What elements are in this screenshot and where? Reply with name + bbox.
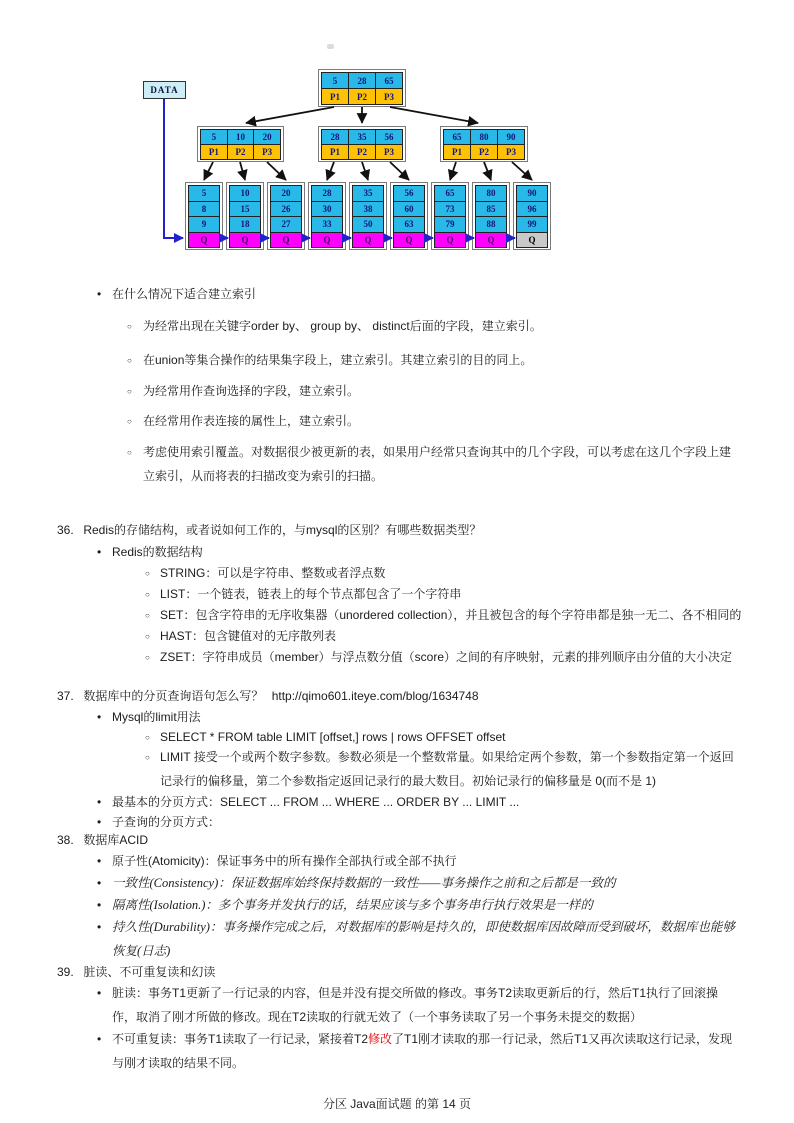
- btree-value-cell: 30: [312, 202, 343, 218]
- list-item: [97, 282, 256, 306]
- btree-pointer-cell: P2: [228, 145, 255, 160]
- btree-value-cell: 15: [230, 202, 261, 218]
- non-repeatable-read-highlight: 修改: [368, 1032, 393, 1046]
- question-title: 数据库ACID: [83, 833, 149, 847]
- btree-value-cell: 38: [353, 202, 384, 218]
- list-item: [97, 871, 615, 895]
- btree-data-box: [143, 81, 186, 99]
- list-item: [97, 893, 593, 917]
- redis-type: ZSET：字符串成员（member）与浮点数分值（score）之间的有序映射，元素的排列顺序由分值的大小决定: [160, 650, 733, 664]
- dirty-read-definition: 脏读：事务T1更新了一行记录的内容，但是并没有提交所做的修改。事务T2读取更新后的行，然后T1执行了回滚操作，取消了刚才所做的修改。现在T2读取的行就无效了（一个事务读取了另一个事务未提交的数据）: [112, 986, 719, 1024]
- sql-syntax: SELECT * FROM table LIMIT [offset,] rows | rows OFFSET offset: [160, 730, 506, 744]
- btree-leaf-node: [185, 182, 223, 250]
- list-item: [127, 440, 737, 488]
- btree-value-cell: 96: [517, 202, 548, 218]
- btree-value-cell: 9: [189, 217, 220, 233]
- btree-value-cell: 60: [394, 202, 425, 218]
- limit-usage-label: Mysql的limit用法: [112, 710, 201, 724]
- question-number: 36.: [57, 523, 74, 537]
- reference-link: http://qimo601.iteye.com/blog/1634748: [271, 689, 479, 703]
- list-item: [97, 849, 457, 873]
- circle-bullet-icon: [145, 645, 150, 671]
- btree-pointer-cell: P3: [376, 145, 403, 160]
- limit-description: LIMIT 接受一个或两个数字参数。参数必须是一个整数常量。如果给定两个参数，第一个参数指定第一个返回记录行的偏移量，第二个参数指定返回记录行的最大数目。初始记录行的偏移量是 0(而不是 1): [160, 750, 734, 788]
- basic-paging: 最基本的分页方式：SELECT ... FROM ... WHERE ... ORDER BY ... LIMIT ...: [112, 795, 520, 809]
- btree-leaf-node: [390, 182, 428, 250]
- acid-atomicity: 原子性(Atomicity)：保证事务中的所有操作全部执行或全部不执行: [112, 854, 457, 868]
- btree-value-cell: 50: [353, 217, 384, 233]
- circle-bullet-icon: [127, 314, 132, 340]
- btree-pointer-cell: P1: [444, 145, 471, 160]
- circle-bullet-icon: [127, 440, 132, 466]
- btree-queue-cell: Q: [394, 233, 425, 249]
- btree-value-cell: 27: [271, 217, 302, 233]
- question-title: 脏读、不可重复读和幻读: [83, 965, 216, 979]
- acid-durability: 持久性(Durability)：事务操作完成之后，对数据库的影响是持久的，即使数据库因故障而受到破坏，数据库也能够恢复(日志): [112, 920, 735, 958]
- btree-value-cell: 10: [230, 186, 261, 202]
- list-item: [127, 348, 532, 372]
- btree-value-cell: 28: [312, 186, 343, 202]
- bullet-icon: [97, 981, 101, 1005]
- btree-value-cell: 88: [476, 217, 507, 233]
- list-item: [97, 915, 737, 963]
- btree-pointer-cell: P3: [254, 145, 281, 160]
- btree-leaf-node: [226, 182, 264, 250]
- btree-key-cell: 35: [349, 130, 376, 145]
- btree-value-cell: 20: [271, 186, 302, 202]
- btree-pointer-cell: P3: [376, 89, 403, 105]
- btree-value-cell: 63: [394, 217, 425, 233]
- btree-value-cell: 85: [476, 202, 507, 218]
- btree-queue-cell: Q: [271, 233, 302, 249]
- btree-queue-cell: Q: [230, 233, 261, 249]
- bullet-icon: [97, 282, 101, 306]
- btree-leaf-node: [267, 182, 305, 250]
- btree-queue-cell: Q: [435, 233, 466, 249]
- non-repeatable-read-pre: 不可重复读：事务T1读取了一行记录，紧接着T2: [112, 1032, 369, 1046]
- list-item: [127, 409, 359, 433]
- list-item: [97, 1027, 737, 1075]
- question-number: 37.: [57, 689, 74, 703]
- btree-value-cell: 35: [353, 186, 384, 202]
- question-number: 39.: [57, 965, 74, 979]
- btree-key-cell: 56: [376, 130, 403, 145]
- redis-type: LIST：一个链表，链表上的每个节点都包含了一个字符串: [160, 587, 462, 601]
- index-tip: 为经常出现在关键字order by、 group by、 distinct后面的字段，建立索引。: [143, 319, 542, 333]
- btree-queue-cell: Q: [312, 233, 343, 249]
- circle-bullet-icon: [127, 379, 132, 405]
- btree-key-cell: 28: [322, 130, 349, 145]
- btree-leaf-node: [431, 182, 469, 250]
- btree-value-cell: 73: [435, 202, 466, 218]
- btree-internal-node: [197, 126, 284, 162]
- bullet-icon: [97, 915, 101, 939]
- circle-bullet-icon: [127, 348, 132, 374]
- btree-pointer-cell: P2: [349, 145, 376, 160]
- btree-value-cell: 80: [476, 186, 507, 202]
- btree-leaf-node: [513, 182, 551, 250]
- btree-pointer-cell: P1: [322, 89, 349, 105]
- bullet-icon: [97, 540, 101, 564]
- btree-value-cell: 26: [271, 202, 302, 218]
- btree-pointer-cell: P2: [349, 89, 376, 105]
- data-box-label: DATA: [150, 85, 179, 95]
- bullet-icon: [97, 705, 101, 729]
- bullet-icon: [97, 871, 101, 895]
- btree-pointer-cell: P3: [498, 145, 525, 160]
- btree-value-cell: 5: [189, 186, 220, 202]
- acid-consistency: 一致性(Consistency)：保证数据库始终保持数据的一致性——事务操作之前和之后都是一致的: [112, 876, 616, 890]
- btree-key-cell: 5: [322, 73, 349, 89]
- btree-key-cell: 28: [349, 73, 376, 89]
- btree-leaf-node: [472, 182, 510, 250]
- index-tip: 在union等集合操作的结果集字段上，建立索引。其建立索引的目的同上。: [143, 353, 533, 367]
- btree-leaf-node: [349, 182, 387, 250]
- subquery-paging: 子查询的分页方式：: [112, 815, 221, 829]
- list-item: [145, 745, 737, 793]
- question-number: 38.: [57, 833, 74, 847]
- list-item: [127, 379, 359, 403]
- question-title: 数据库中的分页查询语句怎么写？: [83, 689, 264, 703]
- index-section-title: 在什么情况下适合建立索引: [112, 287, 257, 301]
- list-item: [145, 645, 732, 669]
- bullet-icon: [97, 893, 101, 917]
- btree-pointer-cell: P2: [471, 145, 498, 160]
- btree-queue-cell: Q: [476, 233, 507, 249]
- btree-key-cell: 90: [498, 130, 525, 145]
- redis-type: STRING：可以是字符串、整数或者浮点数: [160, 566, 386, 580]
- btree-internal-node: [318, 126, 406, 162]
- btree-value-cell: 8: [189, 202, 220, 218]
- btree-value-cell: 99: [517, 217, 548, 233]
- redis-type: SET：包含字符串的无序收集器（unordered collection），并且被包含的每个字符串都是独一无二、各不相同的: [160, 608, 742, 622]
- btree-value-cell: 65: [435, 186, 466, 202]
- stray-mark: [327, 44, 334, 49]
- btree-queue-cell: Q: [189, 233, 220, 249]
- non-repeatable-read-post: 了T1刚才读取的那一行记录，然后T1又再次读取这行记录，发现与刚才读取的结果不同。: [112, 1032, 733, 1070]
- btree-value-cell: 79: [435, 217, 466, 233]
- btree-value-cell: 90: [517, 186, 548, 202]
- question-heading: [57, 518, 481, 542]
- btree-value-cell: 33: [312, 217, 343, 233]
- btree-pointer-cell: P1: [201, 145, 228, 160]
- btree-key-cell: 65: [444, 130, 471, 145]
- btree-value-cell: 56: [394, 186, 425, 202]
- list-item: [97, 981, 737, 1029]
- page-footer: 分区 Java面试题 的第 14 页: [322, 1097, 472, 1111]
- circle-bullet-icon: [127, 409, 132, 435]
- list-item: [127, 314, 542, 338]
- btree-queue-cell-last: Q: [517, 233, 548, 249]
- btree-key-cell: 20: [254, 130, 281, 145]
- redis-type: HAST：包含键值对的无序散列表: [160, 629, 337, 643]
- question-title: Redis的存储结构，或者说如何工作的，与mysql的区别？有哪些数据类型？: [83, 523, 482, 537]
- circle-bullet-icon: [145, 745, 150, 771]
- btree-key-cell: 10: [228, 130, 255, 145]
- btree-internal-node: [440, 126, 528, 162]
- index-tip: 在经常用作表连接的属性上，建立索引。: [143, 414, 360, 428]
- bullet-icon: [97, 849, 101, 873]
- btree-key-cell: 5: [201, 130, 228, 145]
- btree-pointer-cell: P1: [322, 145, 349, 160]
- btree-root-node: [318, 69, 406, 107]
- bullet-icon: [97, 1027, 101, 1051]
- redis-structure-label: Redis的数据结构: [112, 545, 203, 559]
- btree-queue-cell: Q: [353, 233, 384, 249]
- btree-key-cell: 80: [471, 130, 498, 145]
- acid-isolation: 隔离性(Isolation.)：多个事务并发执行的话，结果应该与多个事务串行执行效果是一样的: [112, 898, 593, 912]
- btree-leaf-node: [308, 182, 346, 250]
- index-tip: 考虑使用索引覆盖。对数据很少被更新的表，如果用户经常只查询其中的几个字段，可以考虑在这几个字段上建立索引，从而将表的扫描改变为索引的扫描。: [143, 445, 732, 483]
- btree-key-cell: 65: [376, 73, 403, 89]
- btree-value-cell: 18: [230, 217, 261, 233]
- index-tip: 为经常用作查询选择的字段，建立索引。: [143, 384, 360, 398]
